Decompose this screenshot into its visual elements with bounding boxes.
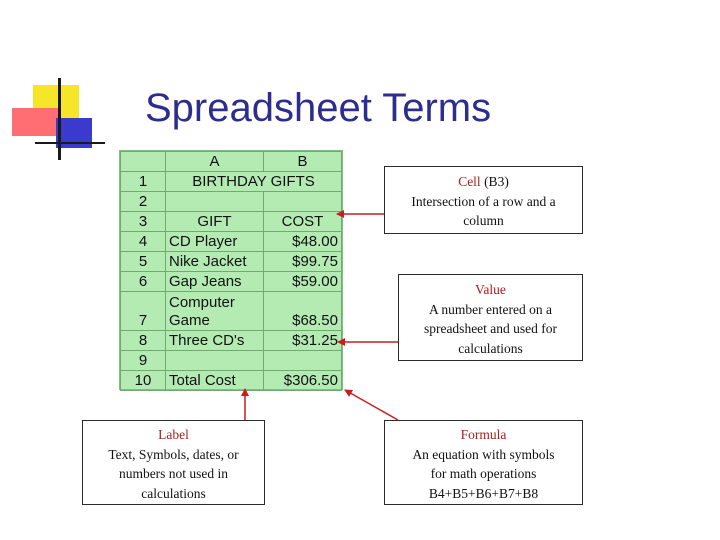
cell-a9[interactable]	[166, 351, 264, 371]
cell-desc-line1: Intersection of a row and a	[411, 193, 556, 209]
row-number[interactable]: 9	[121, 351, 166, 371]
table-row	[121, 351, 342, 371]
formula-callout	[384, 420, 583, 505]
logo-horizontal-line	[35, 142, 105, 144]
value-desc-line2: spreadsheet and used for	[423, 321, 558, 336]
row-number[interactable]: 4	[121, 232, 166, 252]
value-term: Value	[475, 282, 506, 297]
cell-b2[interactable]	[264, 192, 342, 212]
cell-term: Cell	[458, 174, 481, 189]
cell-a2[interactable]	[166, 192, 264, 212]
label-term: Label	[158, 427, 189, 442]
cell-b4[interactable]: $48.00	[264, 232, 342, 252]
table-row	[121, 252, 342, 272]
value-desc-line1: A number entered on a	[429, 301, 552, 317]
cell-a7-line1: Computer	[169, 294, 235, 311]
row-number-text: 7	[138, 312, 148, 329]
row-number[interactable]: 8	[121, 331, 166, 351]
row-number[interactable]: 1	[121, 172, 166, 192]
column-header-b[interactable]: B	[264, 152, 342, 172]
row-number[interactable]: 10	[121, 371, 166, 391]
logo-red-square	[12, 108, 58, 136]
row-number[interactable]: 3	[121, 212, 166, 232]
spreadsheet-table	[120, 151, 342, 391]
spreadsheet	[119, 150, 343, 390]
cell-a5[interactable]: Nike Jacket	[166, 252, 264, 272]
cell-b7[interactable]: $68.50	[264, 292, 342, 331]
cell-a1[interactable]: BIRTHDAY GIFTS	[166, 172, 342, 192]
cell-a6[interactable]: Gap Jeans	[166, 272, 264, 292]
table-row	[121, 192, 342, 212]
formula-arrow	[345, 390, 398, 420]
column-header-row	[121, 152, 342, 172]
cell-a8[interactable]: Three CD's	[166, 331, 264, 351]
table-row	[121, 272, 342, 292]
table-row	[121, 172, 342, 192]
formula-desc-line3: B4+B5+B6+B7+B8	[428, 485, 539, 501]
formula-desc-line1: An equation with symbols	[412, 446, 555, 462]
cell-a7-line2: Game	[169, 312, 210, 329]
logo-decoration	[0, 0, 100, 170]
label-desc-line2: numbers not used in	[118, 466, 229, 481]
cell-b8[interactable]: $31.25	[264, 331, 342, 351]
value-callout	[398, 274, 583, 361]
row-number[interactable]: 5	[121, 252, 166, 272]
cell-a10[interactable]: Total Cost	[166, 371, 264, 391]
value-desc-line3: calculations	[458, 340, 523, 356]
row-number[interactable]: 6	[121, 272, 166, 292]
cell-callout	[384, 166, 583, 234]
cell-b9[interactable]	[264, 351, 342, 371]
label-desc-line1: Text, Symbols, dates, or	[108, 446, 239, 462]
logo-vertical-line	[58, 78, 61, 160]
table-row	[121, 292, 342, 331]
corner-cell	[121, 152, 166, 172]
table-row	[121, 212, 342, 232]
cell-desc-line2: column	[463, 213, 504, 228]
cell-a4[interactable]: CD Player	[166, 232, 264, 252]
row-number[interactable]	[121, 292, 166, 331]
slide-title: Spreadsheet Terms	[145, 86, 492, 130]
cell-a3[interactable]: GIFT	[166, 212, 264, 232]
cell-b5[interactable]: $99.75	[264, 252, 342, 272]
table-row	[121, 371, 342, 391]
formula-term: Formula	[460, 427, 507, 442]
cell-callout-title	[385, 172, 582, 192]
label-desc-line3: calculations	[141, 485, 206, 501]
cell-b10[interactable]: $306.50	[264, 371, 342, 391]
cell-a7[interactable]	[166, 292, 264, 331]
label-callout	[82, 420, 265, 505]
table-row	[121, 232, 342, 252]
column-header-a[interactable]: A	[166, 152, 264, 172]
formula-desc-line2: for math operations	[430, 466, 537, 481]
table-row	[121, 331, 342, 351]
row-number[interactable]: 2	[121, 192, 166, 212]
cell-ref: (B3)	[480, 174, 509, 189]
cell-b3[interactable]: COST	[264, 212, 342, 232]
cell-b6[interactable]: $59.00	[264, 272, 342, 292]
